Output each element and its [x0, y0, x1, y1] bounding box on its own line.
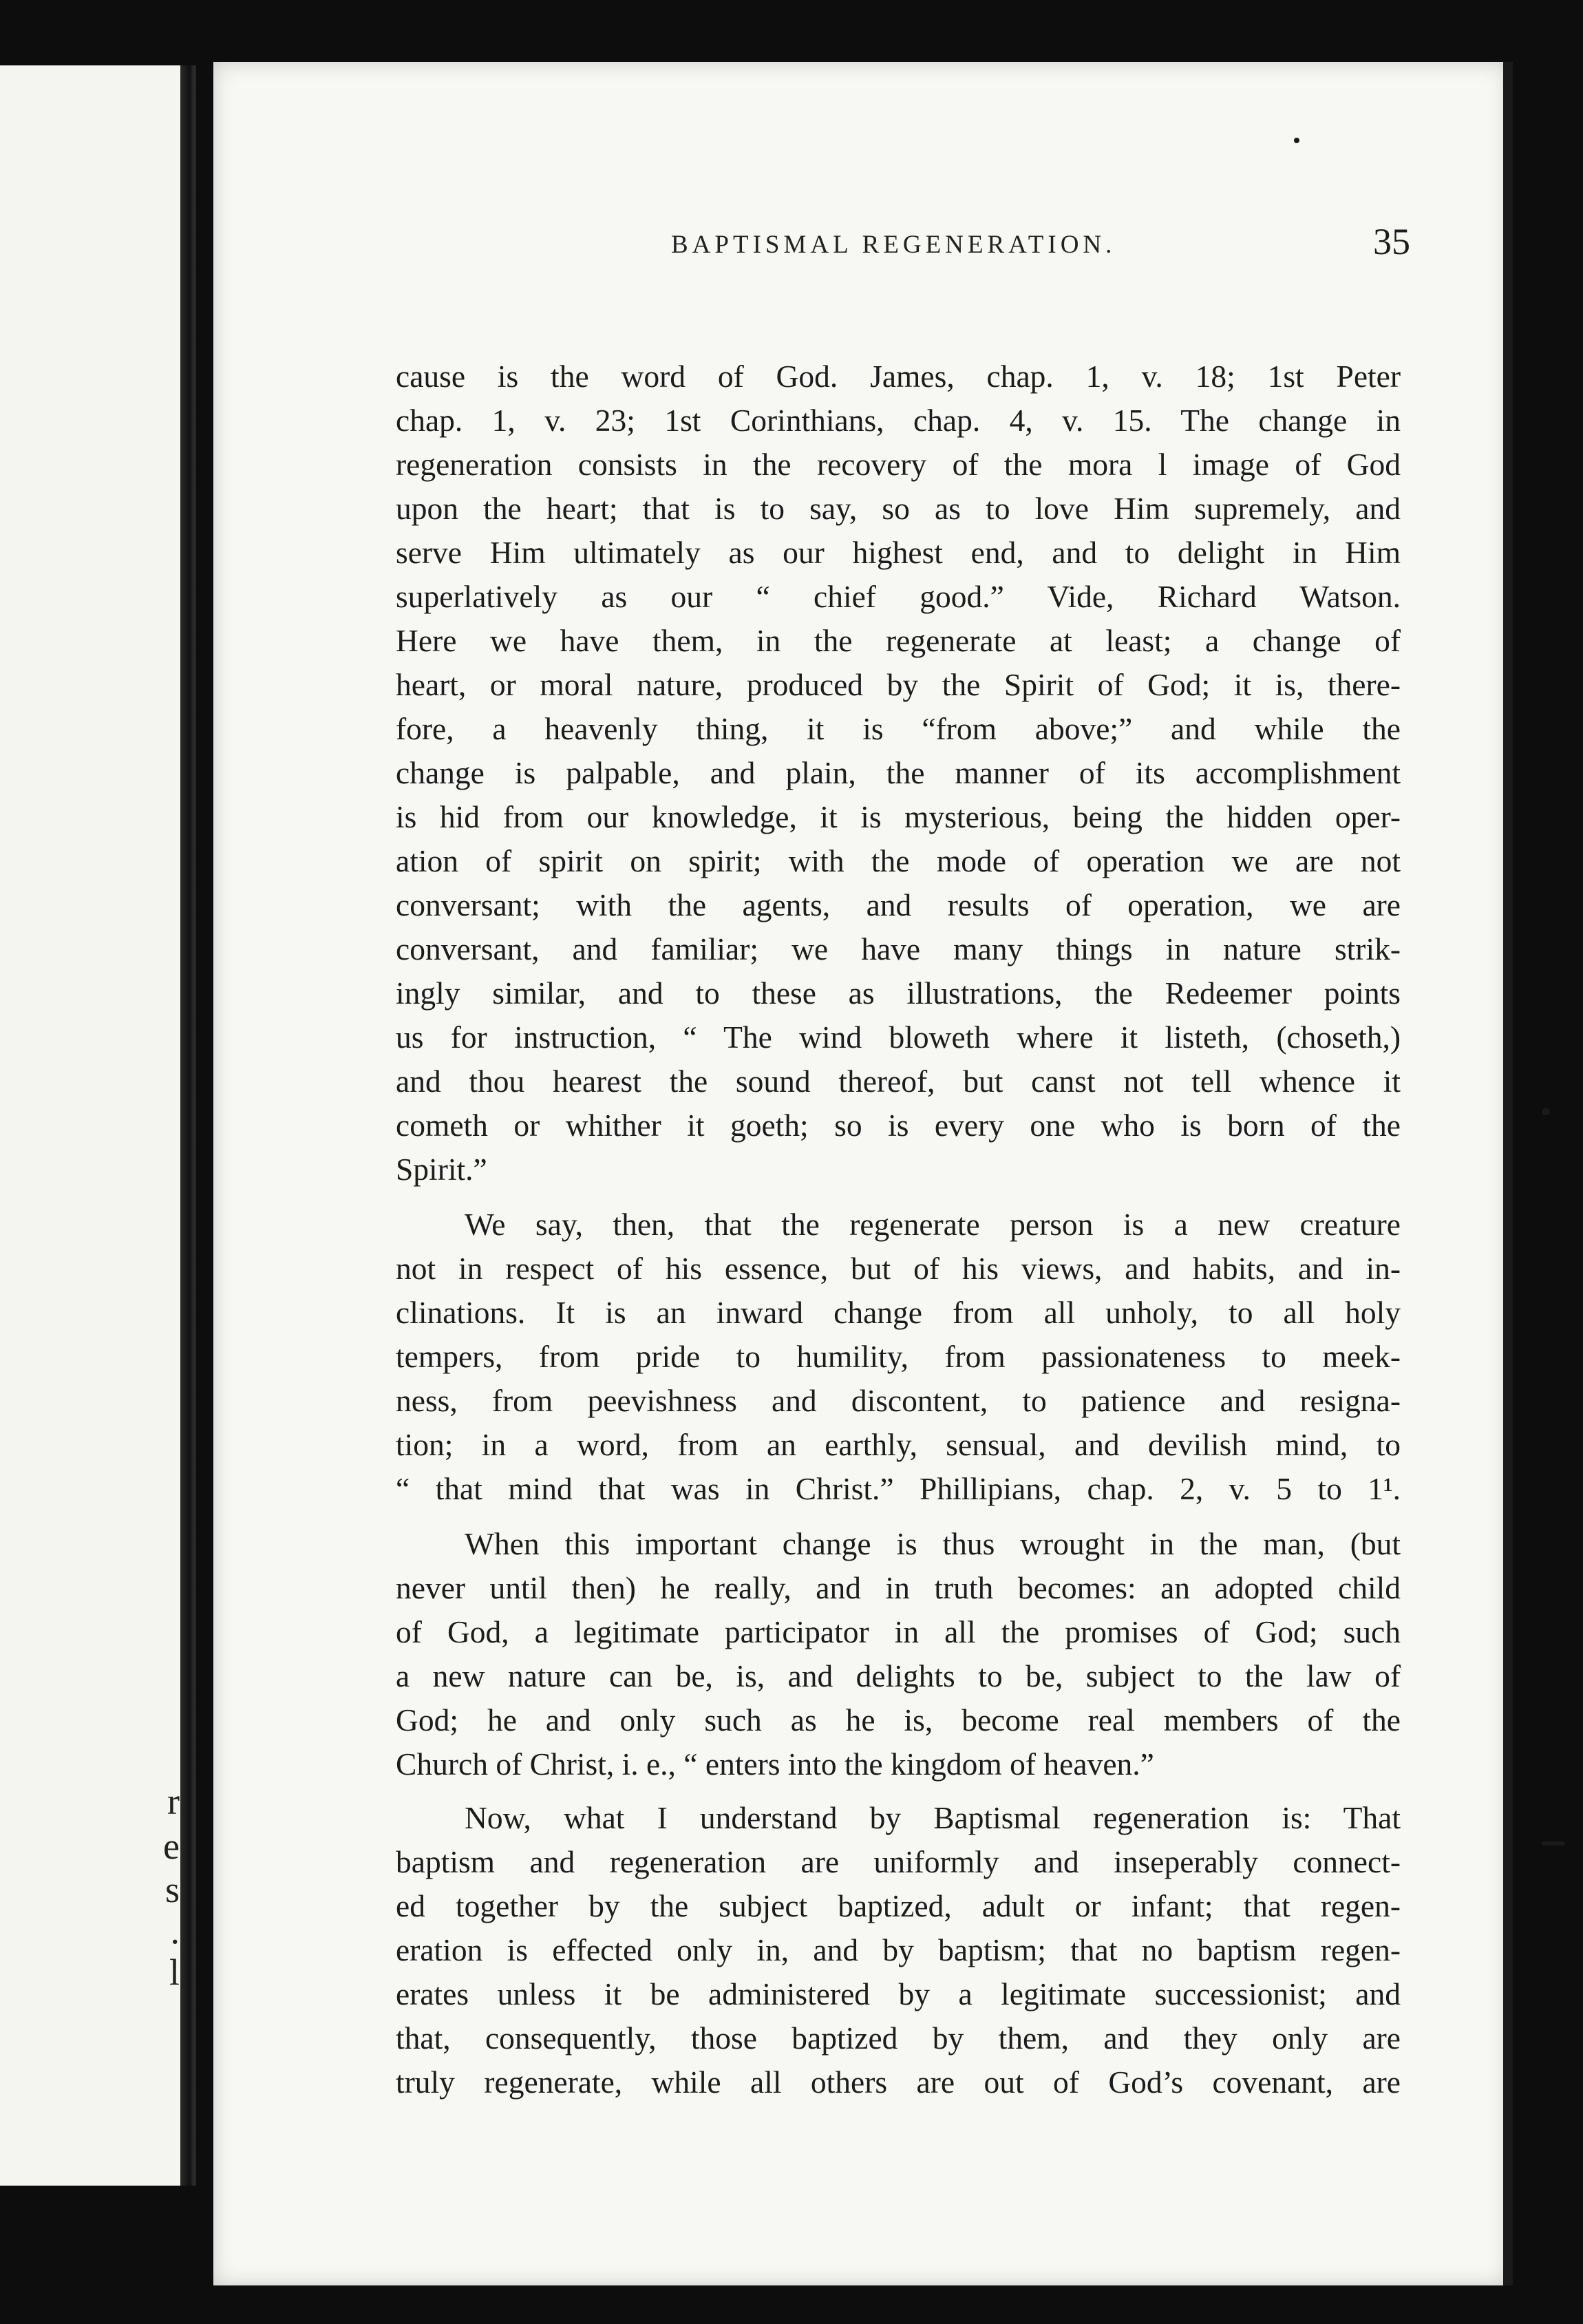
left-page-fragment: l [169, 1952, 180, 1993]
text-line: fore, a heavenly thing, it is “from above;” and while the [396, 711, 1401, 746]
text-line: conversant; with the agents, and results of operation, we are [396, 887, 1401, 922]
text-line: erates unless it be administered by a legitimate successionist; and [396, 1976, 1401, 2011]
text-line: upon the heart; that is to say, so as to love Him supremely, and [396, 491, 1401, 526]
text-line: serve Him ultimately as our highest end, and to delight in Him [396, 535, 1401, 570]
paper-speck [1542, 1108, 1550, 1115]
text-line: chap. 1, v. 23; 1st Corinthians, chap. 4, v. 15. The change in [396, 403, 1401, 438]
text-line: ed together by the subject baptized, adult or infant; that regen- [396, 1888, 1401, 1923]
text-line: us for instruction, “ The wind bloweth where it listeth, (choseth,) [396, 1020, 1401, 1055]
text-line: conversant, and familiar; we have many things in nature strik- [396, 931, 1401, 966]
text-line: baptism and regeneration are uniformly and inseperably connect- [396, 1844, 1401, 1879]
text-line: ation of spirit on spirit; with the mode of operation we are not [396, 843, 1401, 878]
text-line: cause is the word of God. James, chap. 1, v. 18; 1st Peter [396, 359, 1401, 394]
text-line: change is palpable, and plain, the manner of its accomplishment [396, 755, 1401, 790]
text-line: truly regenerate, while all others are out of God’s covenant, are [396, 2064, 1401, 2100]
book-page [213, 62, 1507, 2285]
text-line: and thou hearest the sound thereof, but canst not tell whence it [396, 1064, 1401, 1099]
left-page-fragment: s [164, 1869, 180, 1910]
text-line: Spirit.” [396, 1152, 487, 1187]
left-page-fragment: . [170, 1910, 180, 1952]
text-line: a new nature can be, is, and delights to be, subject to the law of [396, 1658, 1401, 1693]
text-line: “ that mind that was in Christ.” Phillipians, chap. 2, v. 5 to 1¹. [396, 1471, 1401, 1506]
text-line: Here we have them, in the regenerate at least; a change of [396, 623, 1401, 658]
running-head [213, 220, 1507, 262]
paragraph-start: We say, then, that the regenerate person is a new creature [465, 1207, 1401, 1242]
page-number: 35 [1373, 221, 1410, 262]
text-line: God; he and only such as he is, become real members of the [396, 1702, 1401, 1737]
text-line: never until then) he really, and in truth becomes: an adopted child [396, 1570, 1401, 1605]
paper-speck [1294, 138, 1299, 143]
book-spine [180, 65, 195, 2186]
left-page-fragment: e [163, 1826, 180, 1867]
text-line: regeneration consists in the recovery of the mora l image of God [396, 447, 1401, 482]
paragraph-start: Now, what I understand by Baptismal regeneration is: That [465, 1800, 1401, 1835]
paper-speck [1542, 1841, 1565, 1846]
text-line: ingly similar, and to these as illustrations, the Redeemer points [396, 975, 1401, 1011]
running-title: BAPTISMAL REGENERATION. [671, 231, 1116, 259]
text-line: heart, or moral nature, produced by the Spirit of God; it is, there- [396, 667, 1401, 702]
text-line: not in respect of his essence, but of his views, and habits, and in- [396, 1251, 1401, 1286]
text-line: Church of Christ, i. e., “ enters into the kingdom of heaven.” [396, 1746, 1154, 1782]
page-body [396, 355, 1401, 2104]
text-line: ness, from peevishness and discontent, to patience and resigna- [396, 1383, 1401, 1418]
text-line: is hid from our knowledge, it is mysterious, being the hidden oper- [396, 799, 1401, 834]
text-line: eration is effected only in, and by baptism; that no baptism regen- [396, 1932, 1401, 1967]
previous-page-edge [0, 65, 196, 2186]
text-line: superlatively as our “ chief good.” Vide, Richard Watson. [396, 579, 1401, 614]
text-line: that, consequently, those baptized by them, and they only are [396, 2020, 1401, 2056]
left-page-fragment: r [167, 1781, 180, 1822]
text-line: tion; in a word, from an earthly, sensual, and devilish mind, to [396, 1427, 1401, 1462]
text-line: clinations. It is an inward change from all unholy, to all holy [396, 1295, 1401, 1330]
paragraph-start: When this important change is thus wrought in the man, (but [465, 1526, 1401, 1561]
text-line: tempers, from pride to humility, from passionateness to meek- [396, 1339, 1401, 1374]
text-line: of God, a legitimate participator in all the promises of God; such [396, 1614, 1401, 1649]
text-line: cometh or whither it goeth; so is every one who is born of the [396, 1108, 1401, 1143]
